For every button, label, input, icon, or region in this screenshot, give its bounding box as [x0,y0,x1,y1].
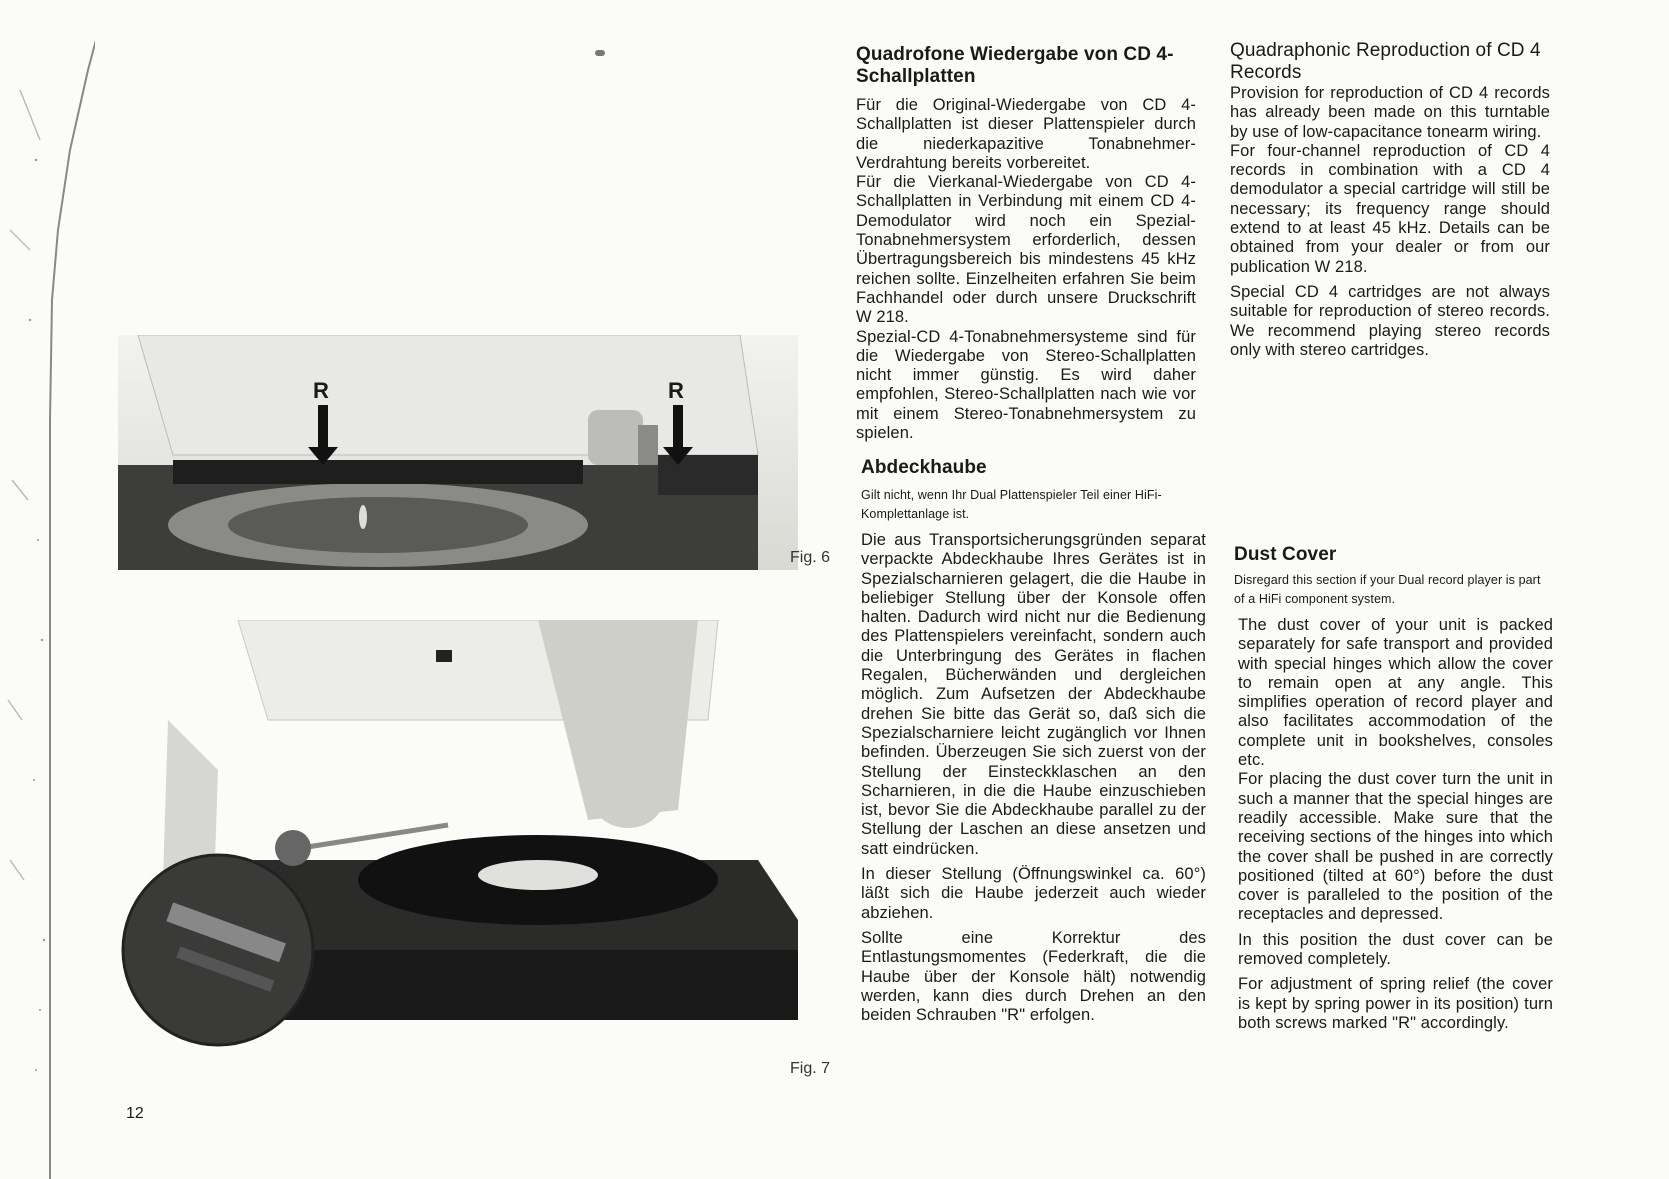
figure-6-image [118,335,798,570]
page-number: 12 [126,1105,144,1122]
scan-edge-artifact [0,0,95,1179]
english-cover-p3: In this position the dust cover can be removed completely. [1238,930,1553,969]
heading-quadraphonic-reproduction: Quadraphonic Reproduction of CD 4 Records [1230,40,1541,83]
fig6-marker-left: R [313,378,329,403]
english-cover-p2: For placing the dust cover turn the unit in such a manner that the special hinges are readily accessible. Make sure that the receiving sections of the hinges into which the cover shall be pushed in are correctly positioned (tilted at 60°) before the dust cover is paralleled to the position of the receptacles and depressed. [1238,770,1553,924]
scan-speck [595,50,605,56]
german-quadro-p3: Spezial-CD 4-Tonabnehmersysteme sind für die Wiedergabe von Stereo-Schallplatten nicht immer günstig. Es wird daher empfohlen, Stereo-Schallplatten nach wie vor mit einem Stereo-Tonabnehmersystem zu spielen. [856,327,1196,443]
english-cover-text [1238,616,1553,1033]
figure-7-image [118,620,818,1080]
fig6-label: Fig. 6 [790,549,831,566]
fig6-marker-right: R [668,378,684,403]
german-cover-p3: Sollte eine Korrektur des Entlastungsmomentes (Federkraft, die die Haube über der Konsole hält) notwendig werden, kann dies durch Drehen an den beiden Schrauben "R" erfolgen. [861,928,1206,1025]
german-quadro-p2: Für die Vierkanal-Wiedergabe von CD 4-Schallplatten in Verbindung mit einem CD 4-Demodulator wird noch ein Spezial-Tonabnehmersystem erforderlich, dessen Übertragungsbereich bis mindestens 45 kHz reichen sollte. Einzelheiten erfahren Sie beim Fachhandel oder durch unsere Druckschrift W 218. [856,173,1196,327]
heading-abdeckhaube: Abdeckhaube [861,457,987,478]
heading-dust-cover: Dust Cover [1234,544,1337,565]
fig7-label: Fig. 7 [790,1060,831,1077]
english-cover-p4: For adjustment of spring relief (the cover is kept by spring power in its position) turn both screws marked "R" accordingly. [1238,975,1553,1032]
english-cover-note: Disregard this section if your Dual record player is part of a HiFi component system. [1234,573,1541,606]
german-quadro-text [856,96,1196,443]
english-quadro-p2: For four-channel reproduction of CD 4 records in combination with a CD 4 demodulator a special cartridge will still be necessary; its frequency range should extend to at least 45 kHz. Details can be obtained from your dealer or from our publication W 218. [1230,141,1550,276]
english-quadro-p3: Special CD 4 cartridges are not always suitable for reproduction of stereo records. We recommend playing stereo records only with stereo cartridges. [1230,282,1550,359]
heading-quadrofone-wiedergabe: Quadrofone Wiedergabe von CD 4- Schallplatten [856,44,1174,87]
german-cover-p1: Die aus Transportsicherungsgründen separat verpackte Abdeckhaube Ihres Gerätes ist in Spezialscharnieren gelagert, die die Haube in beliebiger Stellung über der Konsole offen halten. Dadurch wird nicht nur die Bedienung des Plattenspielers vereinfacht, sondern auch die Unterbringung des Gerätes in flachen Regalen, Bücherwänden und dergleichen möglich. Zum Aufsetzen der Abdeckhaube drehen Sie bitte das Gerät so, daß sich die Spezialscharniere leicht zugänglich vor Ihnen befinden. Überzeugen Sie sich zuerst von der Stellung der Einsteckklaschen an den Scharnieren, in die die Haube einzuschieben ist, bevor Sie die Abdeckhaube parallel zu der Stellung der Laschen an diese ansetzen und satt eindrücken. [861,531,1206,858]
german-quadro-p1: Für die Original-Wiedergabe von CD 4-Schallplatten ist dieser Plattenspieler durch die niederkapazitive Tonabnehmer-Verdrahtung bereits vorbereitet. [856,96,1196,172]
english-quadro-text [1230,84,1550,360]
german-cover-text [861,531,1206,1025]
english-quadro-p1: Provision for reproduction of CD 4 records has already been made on this turntable by use of low-capacitance tonearm wiring. [1230,84,1550,141]
german-cover-note: Gilt nicht, wenn Ihr Dual Plattenspieler Teil einer HiFi-Komplettanlage ist. [861,488,1162,521]
english-cover-p1: The dust cover of your unit is packed separately for safe transport and provided with special hinges which allow the cover to remain open at any angle. This simplifies operation of record player and also facilitates accommodation of the complete unit in bookshelves, consoles etc. [1238,616,1553,770]
german-cover-p2: In dieser Stellung (Öffnungswinkel ca. 60°) läßt sich die Haube jederzeit auch wieder abziehen. [861,865,1206,922]
